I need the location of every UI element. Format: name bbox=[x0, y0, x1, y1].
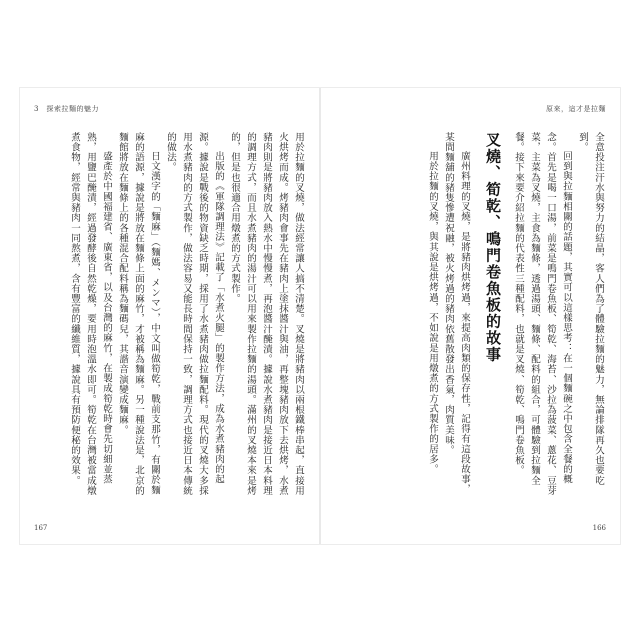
body-paragraph: 盛產於中國福建省、廣東省，以及台灣的麻竹，在製成筍乾時會先切細並蒸熟，用鹽巴醃漬，經過發酵後自然乾燥，要用時泡溫水即可。筍乾在台灣被當成燉煮食物，經常與豬肉一同熬煮，含有豐富的纖維質，據說具有預防便秘的效果。 bbox=[69, 132, 112, 496]
running-head-left: 3 探索拉麵的魅力 bbox=[34, 105, 99, 113]
page-number-left: 167 bbox=[34, 524, 48, 532]
body-paragraph: 出版的《軍隊調理法》記載了「水煮火腿」的製作方法，成為水煮豬肉的起源。據說是戰後的物資缺乏時期，採用了水煮豬肉做拉麵配料。現代的叉燒大多採用水煮豬肉的方式製作，做法容易又能長時間保持一致，調理方式也接近日本傳統的做法。 bbox=[165, 132, 224, 496]
body-paragraph: 用於拉麵的叉燒，與其說是烘烤過，不如說是用燉煮的方式製作的居多。 bbox=[427, 151, 438, 475]
body-paragraph: 用於拉麵的叉燒，做法經常讓人搞不清楚。叉燒是將豬肉以兩根鐵棒串起，直接用火烘烤而成。烤豬肉會事先在豬肉上塗抹醬汁與油，再整塊豬肉放下去烘烤，水煮豬肉則是將豬肉放入熱水中慢慢煮，再泡醬汁醃漬。據說水煮豬肉是接近日本料理的調理方式，而且水煮豬肉的湯汁可以用來製作拉麵的湯頭。滿州的叉燒本來是烤的，但是也很適合用燉煮的方式製作。 bbox=[229, 132, 304, 496]
left-page bbox=[20, 88, 320, 544]
right-page bbox=[320, 88, 620, 544]
section-heading: 叉燒、筍乾、鳴門卷魚板的故事 bbox=[484, 132, 502, 363]
page-number-right: 166 bbox=[592, 524, 606, 532]
book-spread bbox=[20, 88, 620, 544]
body-paragraph: 廣州料理的叉燒，是將豬肉烘烤過，來提高肉類的保存性，記得有這段故事，某間麵舖的豬隻慘遭祝融，被火烤過的豬肉依舊散發出香氣，肉質美味。 bbox=[443, 132, 470, 495]
running-head-right: 原來，這才是拉麵 bbox=[546, 105, 606, 113]
body-paragraph: 回到與拉麵相關的話題，其實可以這樣思考：在一個麵碗之中包含全餐的概念。首先是喝一口湯，前菜是鳴門卷魚板、筍乾、海苔、沙拉為菠菜、蔥花、豆芽菜，主菜為叉燒，主食為麵條，透過湯頭、麵條、配料的組合，可體驗到拉麵全餐。接下來要介紹拉麵的代表性三種配料，也就是叉燒、筍乾、鳴門卷魚板。 bbox=[513, 132, 572, 496]
right-page-body bbox=[334, 132, 606, 498]
body-paragraph: 日文漢字的「麵麻」（麵媽、メンマ），中文叫做筍乾，戰前支那竹，有關於麵麻的語源，據說是將放在麵條上面的麻竹，才被稱為麵麻。另一種說法是，北京的麵館將放在麵條上的各種混合配料稱為麵碼兒，其諧音演變成麵麻。 bbox=[117, 132, 160, 496]
left-page-body bbox=[34, 132, 306, 498]
body-paragraph: 全意投注汗水與努力的結晶，客人們為了體驗拉麵的魅力，無論排隊再久也要吃到。 bbox=[577, 132, 604, 486]
